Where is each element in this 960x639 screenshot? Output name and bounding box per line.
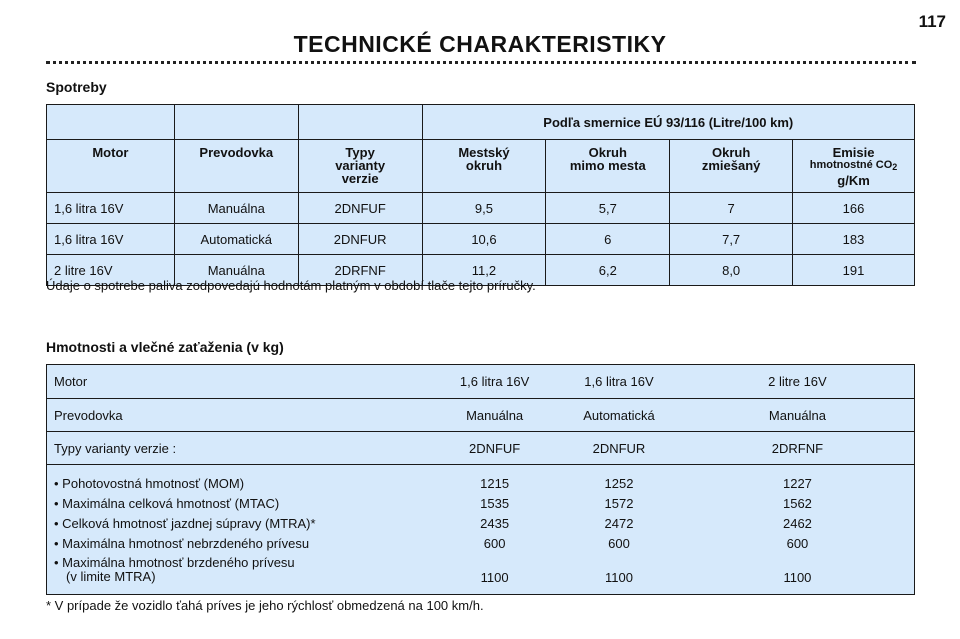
col-header-urban: Mestský okruh bbox=[422, 140, 546, 193]
table-row: Motor 1,6 litra 16V 1,6 litra 16V 2 litre 16V bbox=[47, 365, 915, 399]
table-row: Prevodovka Manuálna Automatická Manuálna bbox=[47, 399, 915, 432]
dotted-divider bbox=[46, 61, 916, 64]
group-header: Podľa smernice EÚ 93/116 (Litre/100 km) bbox=[422, 105, 914, 140]
row-label-variant: Typy varianty verzie : bbox=[47, 432, 433, 465]
col-header-motor: Motor bbox=[47, 140, 175, 193]
weights-values-col: 1227 1562 2462 600 1100 bbox=[681, 465, 915, 595]
table-row: 1,6 litra 16V Manuálna 2DNFUF 9,5 5,7 7 166 bbox=[47, 193, 915, 224]
col-header-mixed: Okruh zmiešaný bbox=[670, 140, 793, 193]
weights-values-col: 1252 1572 2472 600 1100 bbox=[557, 465, 681, 595]
list-item: • Maximálna celková hmotnosť (MTAC) bbox=[54, 496, 280, 511]
list-item: • Maximálna hmotnosť brzdeného prívesu (v limite MTRA) bbox=[54, 555, 295, 584]
col-header-extra-urban: Okruh mimo mesta bbox=[546, 140, 670, 193]
page-title: TECHNICKÉ CHARAKTERISTIKY bbox=[293, 31, 667, 57]
consumption-note: Údaje o spotrebe paliva zodpovedajú hodnotám platným v období tlače tejto príručky. bbox=[46, 278, 536, 293]
weights-item-list bbox=[47, 465, 433, 595]
col-header-variant: Typy varianty verzie bbox=[298, 140, 422, 193]
row-label-motor: Motor bbox=[47, 365, 433, 399]
weights-heading: Hmotnosti a vlečné zaťaženia (v kg) bbox=[46, 339, 284, 355]
consumption-heading: Spotreby bbox=[46, 79, 107, 95]
list-item: • Maximálna hmotnosť nebrzdeného prívesu bbox=[54, 536, 310, 551]
weights-table bbox=[46, 364, 915, 595]
col-header-gearbox: Prevodovka bbox=[174, 140, 298, 193]
table-header-row bbox=[47, 140, 915, 193]
consumption-table bbox=[46, 104, 915, 286]
weights-values-col: 1215 1535 2435 600 1100 bbox=[432, 465, 557, 595]
page-number: 117 bbox=[918, 12, 946, 31]
list-item: • Celková hmotnosť jazdnej súpravy (MTRA)* bbox=[54, 516, 316, 531]
table-row: 1,6 litra 16V Automatická 2DNFUR 10,6 6 7,7 183 bbox=[47, 224, 915, 255]
col-header-emissions: Emisie hmotnostné CO2 g/Km bbox=[793, 140, 915, 193]
list-item: • Pohotovostná hmotnosť (MOM) bbox=[54, 476, 245, 491]
table-row bbox=[47, 465, 915, 595]
row-label-gearbox: Prevodovka bbox=[47, 399, 433, 432]
table-row: Typy varianty verzie : 2DNFUF 2DNFUR 2DRFNF bbox=[47, 432, 915, 465]
table-row: 2 litre 16V Manuálna 2DRFNF 11,2 6,2 8,0 191 bbox=[47, 255, 915, 286]
table-header-row bbox=[47, 105, 915, 140]
footnote: * V prípade že vozidlo ťahá príves je jeho rýchlosť obmedzená na 100 km/h. bbox=[46, 598, 484, 613]
